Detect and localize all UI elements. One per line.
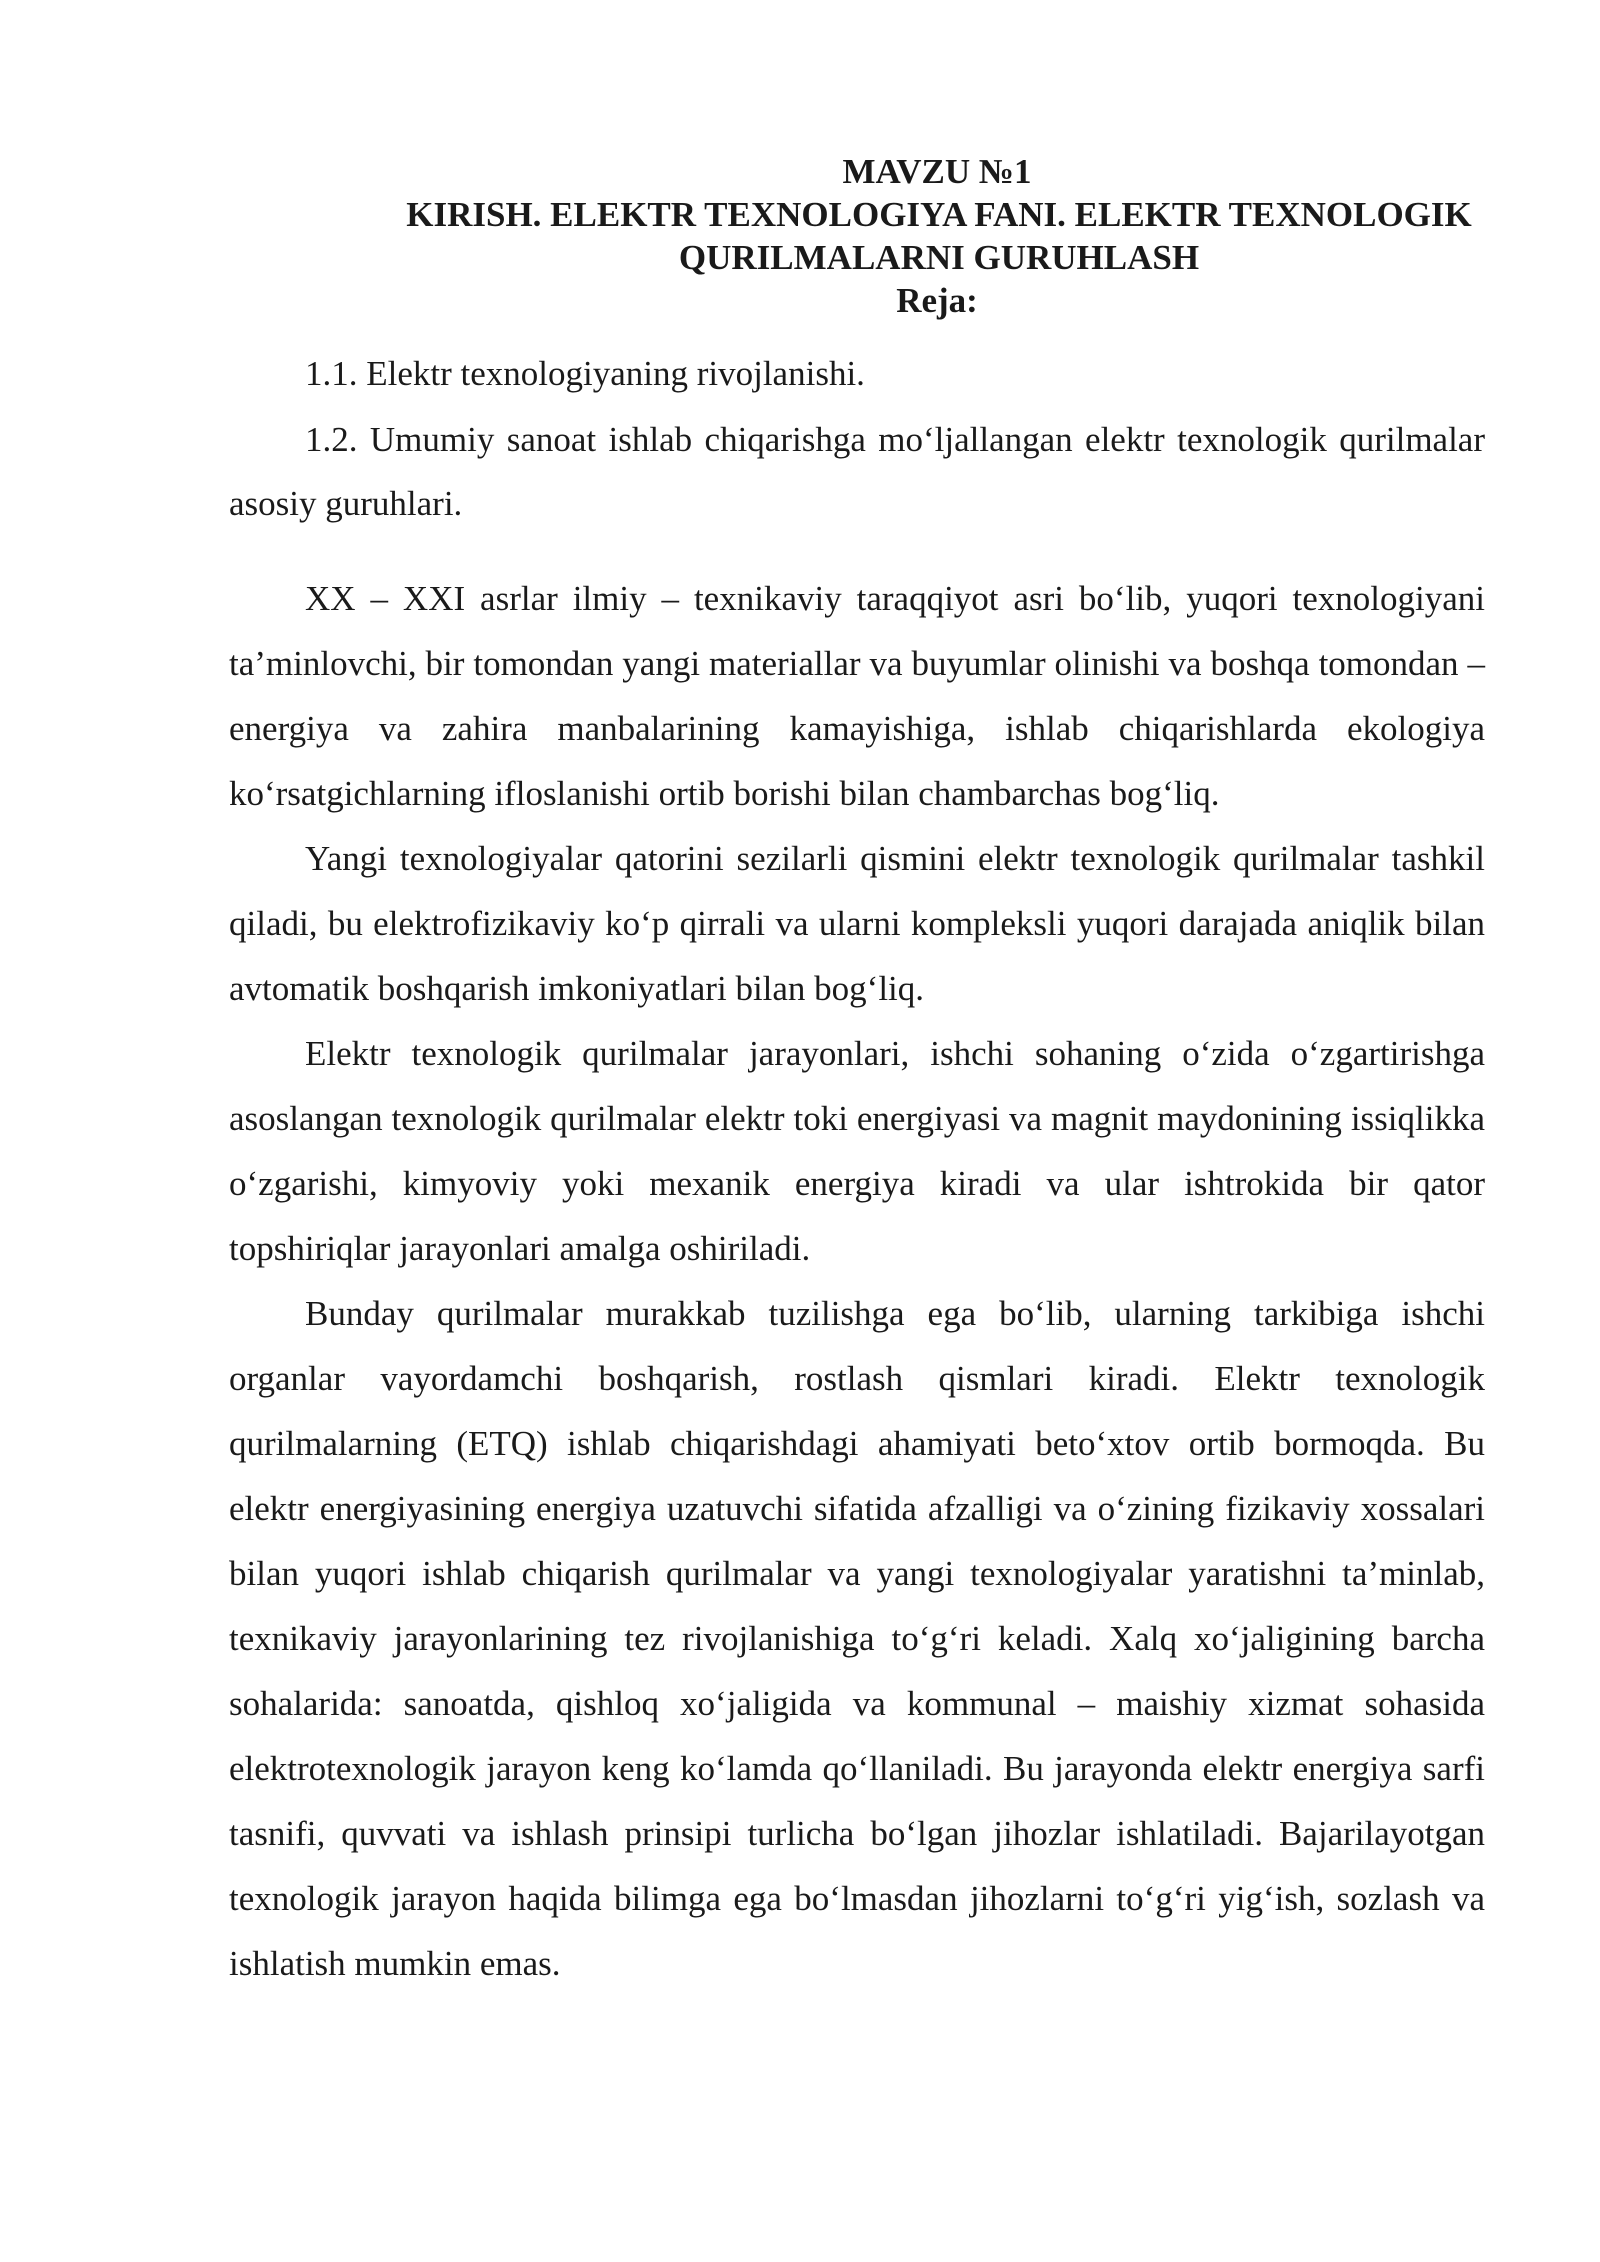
plan-item: 1.2. Umumiy sanoat ishlab chiqarishga mo‘ljallangan elektr texnologik qurilmalar asosiy guruhlari. bbox=[229, 420, 1485, 523]
paragraph: Yangi texnologiyalar qatorini sezilarli qismini elektr texnologik qurilmalar tashkil qiladi, bu elektrofizikaviy ko‘p qirrali va ularni kompleksli yuqori darajada aniqlik bilan avtomatik boshqarish imkoniyatlari bilan bog‘liq. bbox=[229, 839, 1485, 1008]
plan-label: Reja: bbox=[896, 281, 978, 320]
title-line-2: QURILMALARNI GURUHLASH bbox=[678, 238, 1200, 277]
paragraph: Elektr texnologik qurilmalar jarayonlari, ishchi sohaning o‘zida o‘zgartirishga asoslangan texnologik qurilmalar elektr toki energiyasi va magnit maydonining issiqlikka o‘zgarishi, kimyoviy yoki mexanik energiya kiradi va ular ishtrokida bir qator topshiriqlar jarayonlari amalga oshiriladi. bbox=[229, 1034, 1485, 1268]
document-content bbox=[229, 150, 1485, 1996]
paragraph: Bunday qurilmalar murakkab tuzilishga ega bo‘lib, ularning tarkibiga ishchi organlar vayordamchi boshqarish, rostlash qismlari kiradi. Elektr texnologik qurilmalarning (ETQ) ishlab chiqarishdagi ahamiyati beto‘xtov ortib bormoqda. Bu elektr energiyasining energiya uzatuvchi sifatida afzalligi va o‘zining fizikaviy xossalari bilan yuqori ishlab chiqarish qurilmalar va yangi texnologiyalar yaratishni ta’minlab, texnikaviy jarayonlarining tez rivojlanishiga to‘g‘ri keladi. Xalq xo‘jaligining barcha sohalarida: sanoatda, qishloq xo‘jaligida va kommunal – maishiy xizmat sohasida elektrotexnologik jarayon keng ko‘lamda qo‘llaniladi. Bu jarayonda elektr energiya sarfi tasnifi, quvvati va ishlash prinsipi turlicha bo‘lgan jihozlar ishlatiladi. Bajarilayotgan texnologik jarayon haqida bilimga ega bo‘lmasdan jihozlarni to‘g‘ri yig‘ish, sozlash va ishlatish mumkin emas. bbox=[229, 1294, 1485, 1983]
title-line-1: KIRISH. ELEKTR TEXNOLOGIYA FANI. ELEKTR TEXNOLOGIK bbox=[406, 195, 1472, 234]
topic-number: MAVZU №1 bbox=[842, 152, 1032, 191]
body-text bbox=[229, 566, 1485, 1996]
plan-item: 1.1. Elektr texnologiyaning rivojlanishi. bbox=[305, 354, 865, 393]
plan-list bbox=[229, 342, 1485, 536]
paragraph: XX – XXI asrlar ilmiy – texnikaviy taraqqiyot asri bo‘lib, yuqori texnologiyani ta’minlovchi, bir tomondan yangi materiallar va buyumlar olinishi va boshqa tomondan – energiya va zahira manbalarining kamayishiga, ishlab chiqarishlarda ekologiya ko‘rsatgichlarning ifloslanishi ortib borishi bilan chambarchas bog‘liq. bbox=[229, 579, 1485, 813]
